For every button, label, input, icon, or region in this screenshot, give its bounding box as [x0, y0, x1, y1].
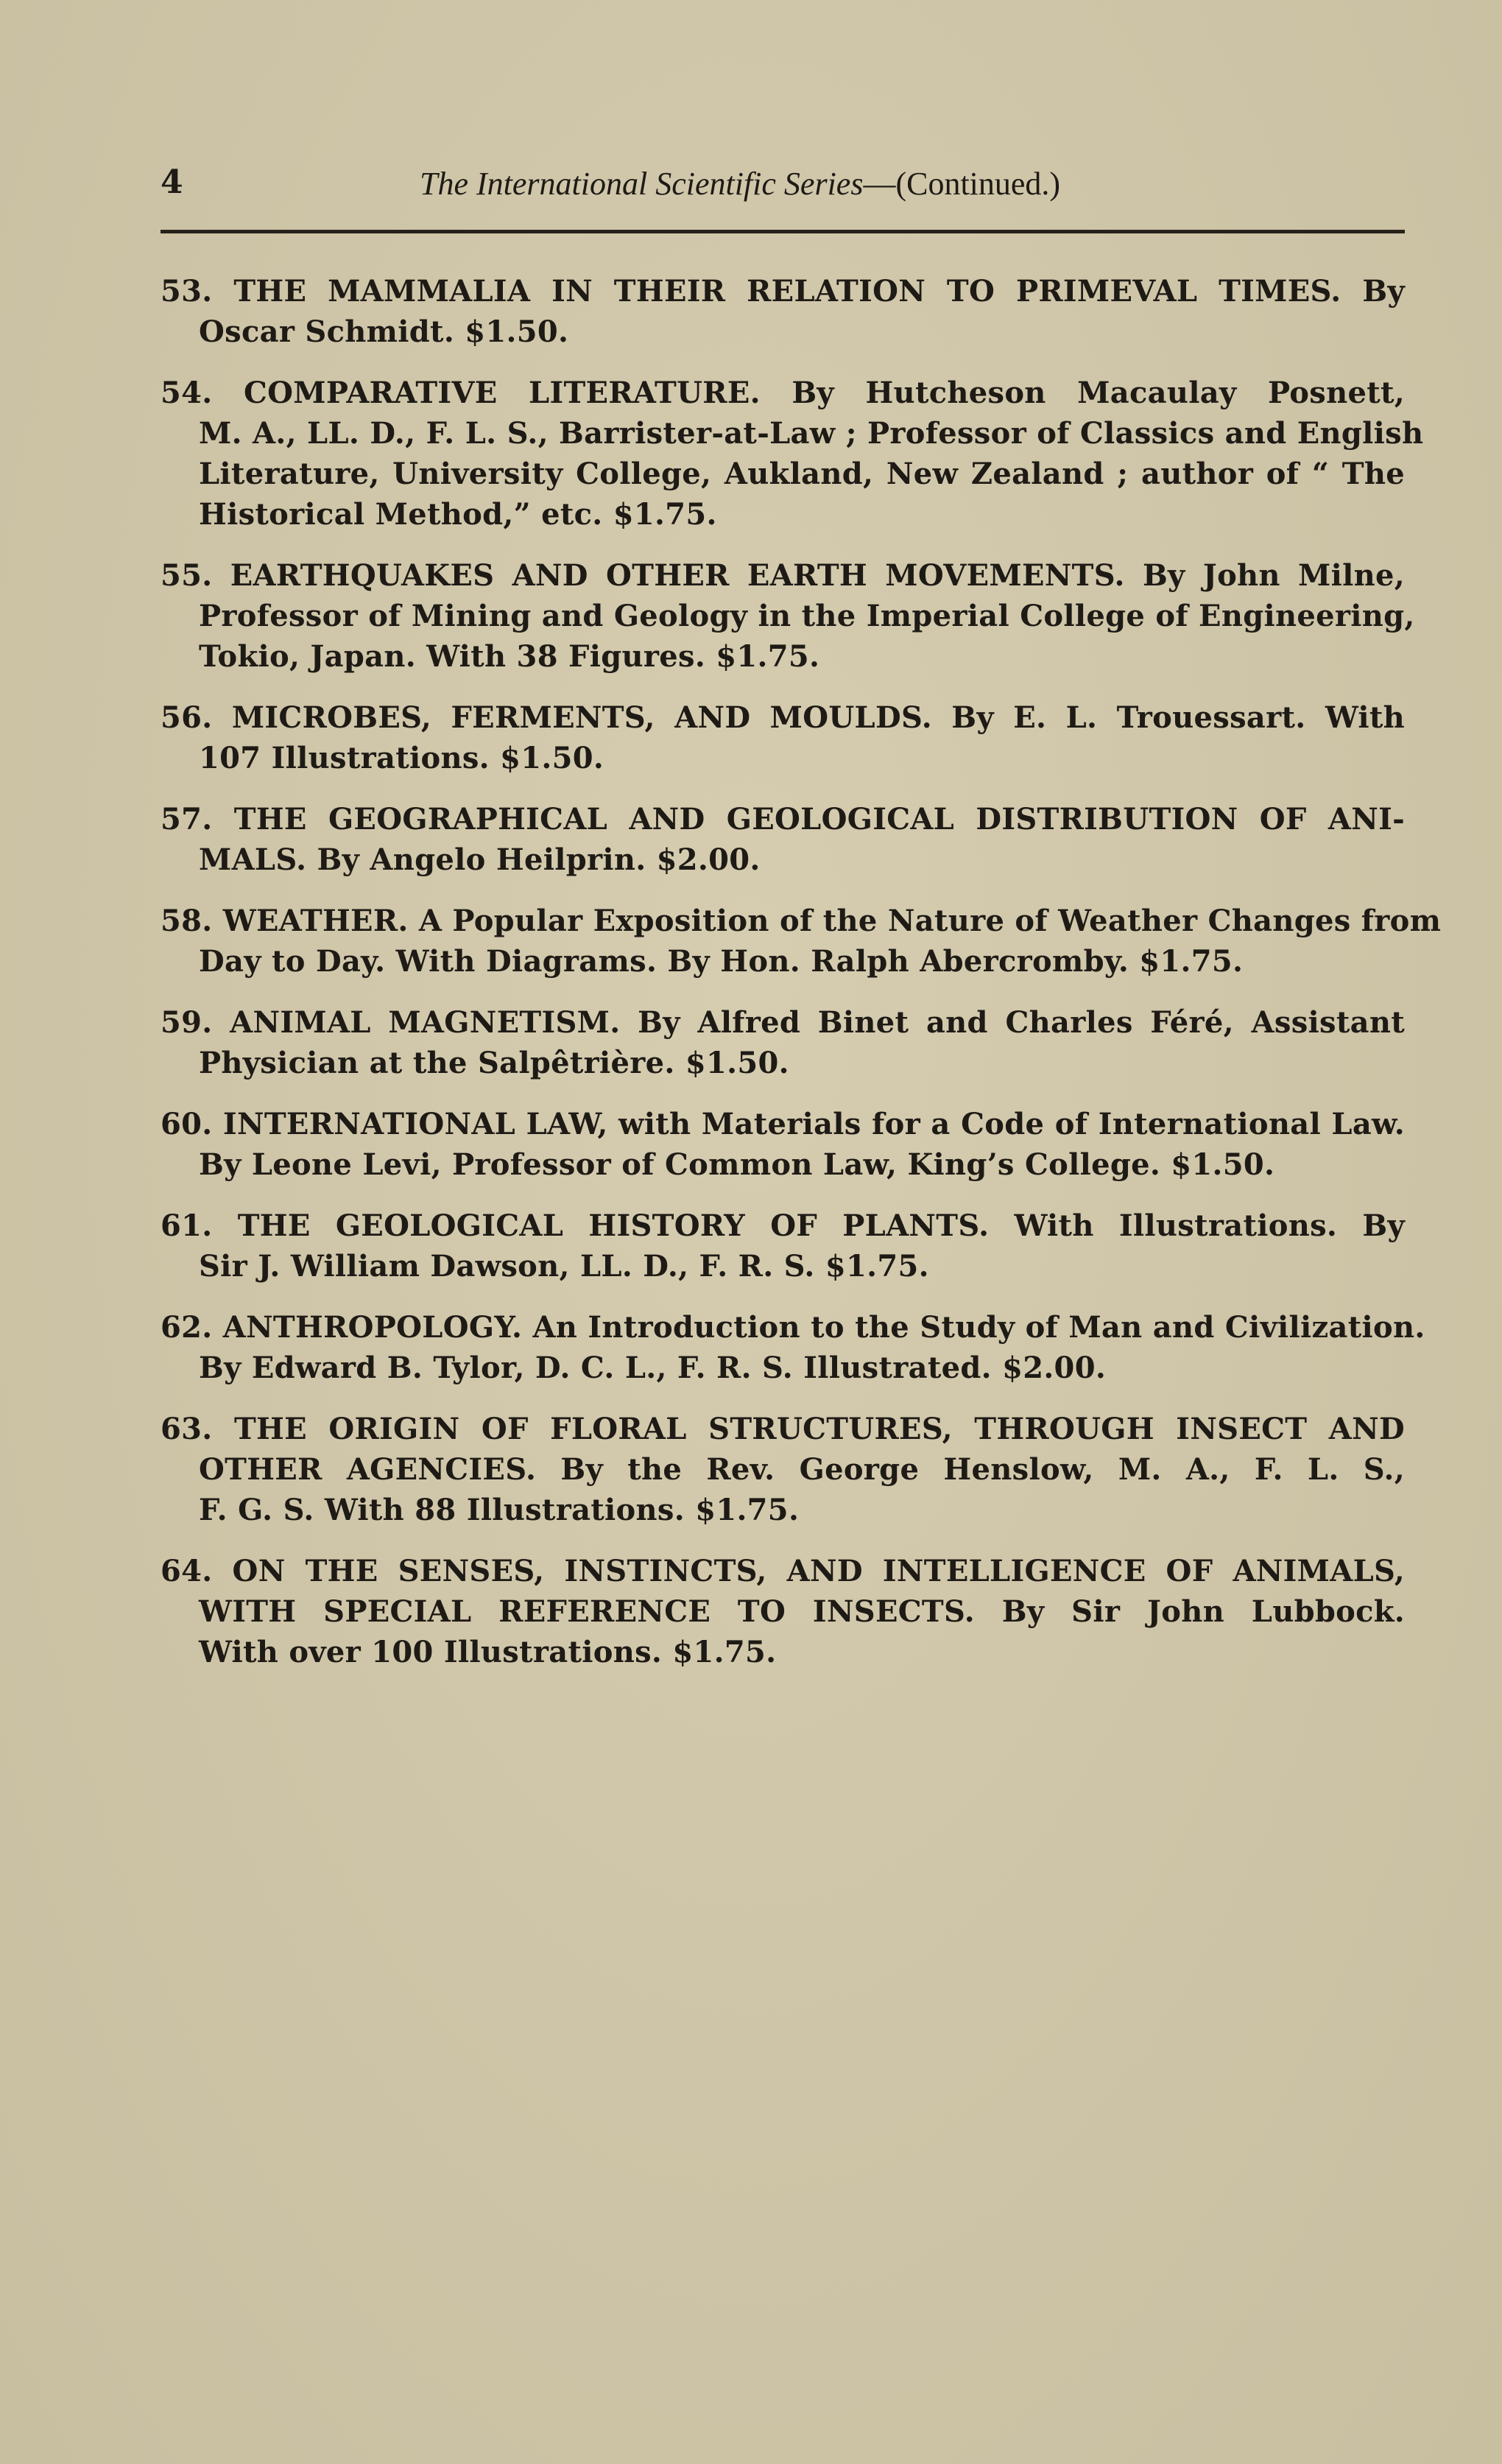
entry-line-text: Tokio, Japan. With 38 Figures. $1.75.: [199, 639, 820, 674]
entry-detail-line: [161, 1043, 1405, 1083]
entry-line-text: MICROBES, FERMENTS, AND MOULDS. By E. L. Trouessart. With: [231, 700, 1405, 735]
entry-detail-line: [161, 1246, 1405, 1286]
entry-line-text: ANIMAL MAGNETISM. By Alfred Binet and Charles Féré, Assistant: [230, 1005, 1405, 1040]
entry-detail-line: [161, 1348, 1405, 1388]
entry-line-text: MALS. By Angelo Heilprin. $2.00.: [199, 842, 761, 877]
book-entry: [161, 1307, 1425, 1388]
entry-line-text: M. A., LL. D., F. L. S., Barrister-at-Law ; Professor of Classics and English: [199, 416, 1424, 451]
entry-line-text: Historical Method,” etc. $1.75.: [199, 497, 717, 532]
entry-title-line: [161, 555, 1405, 596]
book-entry: [161, 799, 1405, 880]
entry-line-text: WEATHER. A Popular Exposition of the Nature of Weather Changes from: [222, 904, 1442, 938]
book-entry: [161, 901, 1442, 982]
entry-title-line: [161, 1205, 1405, 1246]
entry-number: 56.: [161, 700, 213, 735]
entry-line-text: ON THE SENSES, INSTINCTS, AND INTELLIGENCE OF ANIMALS,: [232, 1554, 1405, 1588]
entry-line-text: Literature, University College, Aukland, New Zealand ; author of “ The: [199, 457, 1405, 491]
entry-line-text: WITH SPECIAL REFERENCE TO INSECTS. By Sir John Lubbock.: [199, 1594, 1405, 1629]
entry-line-text: 107 Illustrations. $1.50.: [199, 741, 604, 775]
entry-line-text: By Edward B. Tylor, D. C. L., F. R. S. Illustrated. $2.00.: [199, 1351, 1107, 1385]
entry-line-text: F. G. S. With 88 Illustrations. $1.75.: [199, 1493, 800, 1527]
book-page: [161, 163, 1442, 1669]
series-title: The International Scientific Series: [420, 166, 864, 202]
entry-title-line: [161, 901, 1442, 941]
page-header: [161, 163, 1405, 209]
entry-detail-line: [161, 454, 1405, 494]
entry-detail-line: [161, 839, 1405, 880]
entry-number: 59.: [161, 1005, 213, 1040]
entry-line-text: THE GEOGRAPHICAL AND GEOLOGICAL DISTRIBUTION OF ANI-: [233, 802, 1405, 837]
book-entry: [161, 555, 1415, 677]
entry-detail-line: [161, 1490, 1405, 1530]
entry-number: 61.: [161, 1208, 213, 1243]
entry-line-text: Physician at the Salpêtrière. $1.50.: [199, 1046, 789, 1080]
header-rule: [161, 230, 1405, 233]
entry-number: 60.: [161, 1107, 213, 1141]
entry-number: 63.: [161, 1412, 213, 1446]
entry-detail-line: [161, 636, 1405, 677]
entry-line-text: THE ORIGIN OF FLORAL STRUCTURES, THROUGH INSECT AND: [233, 1412, 1405, 1446]
entry-line-text: EARTHQUAKES AND OTHER EARTH MOVEMENTS. By John Milne,: [230, 558, 1405, 593]
book-entry: [161, 1205, 1405, 1286]
entry-number: 53.: [161, 274, 213, 309]
continued-label: —(Continued.): [863, 166, 1061, 202]
entry-number: 57.: [161, 802, 213, 837]
entry-detail-line: [161, 941, 1405, 982]
entry-detail-line: [161, 1449, 1405, 1490]
book-entry: [161, 697, 1405, 778]
entry-line-text: THE MAMMALIA IN THEIR RELATION TO PRIMEVAL TIMES. By: [233, 274, 1405, 309]
entry-title-line: [161, 1002, 1405, 1043]
entry-number: 54.: [161, 376, 213, 410]
book-entry: [161, 271, 1405, 352]
entry-line-text: Professor of Mining and Geology in the Imperial College of Engineering,: [199, 599, 1415, 633]
entry-title-line: [161, 799, 1405, 839]
entry-line-text: COMPARATIVE LITERATURE. By Hutcheson Macaulay Posnett,: [244, 376, 1405, 410]
entry-title-line: [161, 271, 1405, 311]
entry-detail-line: [161, 413, 1424, 454]
series-list: [161, 271, 1442, 1693]
entry-line-text: Oscar Schmidt. $1.50.: [199, 314, 569, 349]
entry-line-text: ANTHROPOLOGY. An Introduction to the Study of Man and Civilization.: [222, 1310, 1425, 1345]
entry-line-text: INTERNATIONAL LAW, with Materials for a Code of International Law.: [222, 1107, 1405, 1141]
entry-number: 64.: [161, 1554, 213, 1588]
entry-line-text: Sir J. William Dawson, LL. D., F. R. S. $1.75.: [199, 1249, 929, 1284]
entry-detail-line: [161, 1632, 1405, 1672]
entry-title-line: [161, 1409, 1405, 1449]
entry-line-text: By Leone Levi, Professor of Common Law, King’s College. $1.50.: [199, 1147, 1275, 1182]
entry-line-text: OTHER AGENCIES. By the Rev. George Henslow, M. A., F. L. S.,: [199, 1452, 1405, 1487]
entry-detail-line: [161, 596, 1415, 636]
entry-title-line: [161, 697, 1405, 738]
book-entry: [161, 1104, 1405, 1185]
book-entry: [161, 1002, 1405, 1083]
entry-detail-line: [161, 1591, 1405, 1632]
entry-title-line: [161, 1307, 1425, 1348]
entry-detail-line: [161, 738, 1405, 778]
entry-detail-line: [161, 1144, 1405, 1185]
entry-number: 58.: [161, 904, 213, 938]
entry-number: 55.: [161, 558, 213, 593]
entry-line-text: THE GEOLOGICAL HISTORY OF PLANTS. With Illustrations. By: [237, 1208, 1405, 1243]
entry-title-line: [161, 1551, 1405, 1591]
book-entry: [161, 373, 1424, 535]
entry-title-line: [161, 1104, 1405, 1144]
entry-detail-line: [161, 311, 1405, 352]
page-number: 4: [161, 163, 183, 201]
book-entry: [161, 1409, 1405, 1530]
entry-detail-line: [161, 494, 1405, 535]
entry-line-text: With over 100 Illustrations. $1.75.: [199, 1635, 777, 1669]
running-head: [420, 165, 1060, 203]
entry-line-text: Day to Day. With Diagrams. By Hon. Ralph Abercromby. $1.75.: [199, 944, 1244, 979]
entry-number: 62.: [161, 1310, 213, 1345]
entry-title-line: [161, 373, 1405, 413]
book-entry: [161, 1551, 1405, 1672]
